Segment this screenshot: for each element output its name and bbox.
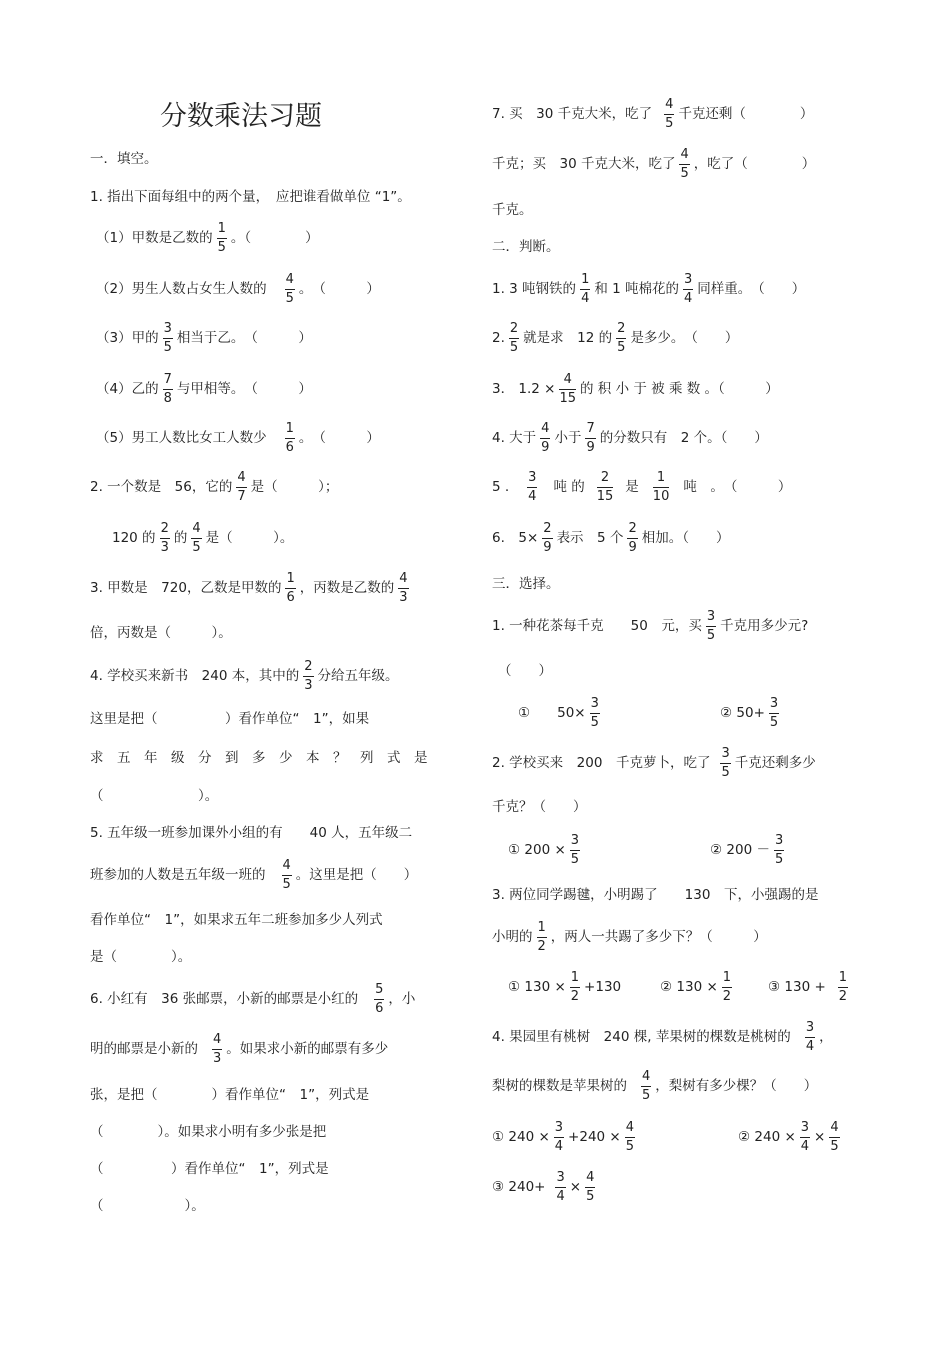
question-1-3: （3）甲的 $\frac{3}{5}$ 相当于乙。 （ ） [96,321,312,355]
fraction [570,971,580,1003]
fraction-denominator: 5 [590,714,599,730]
question-1-4: （4）乙的 $\frac{7}{8}$ 与甲相等。 （ ） [96,372,312,406]
fraction-denominator: 6 [285,439,294,455]
fraction-numerator: 3 [163,321,172,336]
fraction-denominator: 5 [509,339,519,355]
question-3: 3. 甲数是 720，乙数是甲数的 $\frac{1}{6}$ ，丙数是乙数的 $\frac{4}{3}$ [90,571,408,605]
fraction-numerator: 3 [590,696,599,711]
fraction-numerator: 1 [570,970,580,985]
fraction-denominator: 5 [721,764,730,780]
fraction [706,610,716,642]
fraction-numerator: 3 [556,1170,565,1185]
fraction-numerator: 7 [586,421,595,436]
fraction-numerator: 4 [830,1120,839,1135]
fraction-denominator: 5 [217,239,226,255]
fraction [805,1021,815,1053]
fraction [554,1121,564,1153]
fraction [627,522,637,554]
fraction-denominator: 7 [237,488,246,504]
fraction [555,1171,565,1203]
question-5-line2: 班参加的人数是五年级一班的 $\frac{4}{5}$ 。这里是把（ ） [90,858,418,892]
fraction-numerator: 2 [160,521,169,536]
fraction-numerator: 1 [286,571,295,586]
section-choice: 三．选择。 [492,576,560,592]
fraction-numerator: 4 [586,1170,595,1185]
judge-2: 2. $\frac{2}{5}$ 就是求 12 的 $\frac{2}{5}$ 是多少。 （ ） [492,321,739,355]
judge-4: 4. 大于 $\frac{4}{9}$ 小于 $\frac{7}{9}$ 的分数只有 2 个。（ ） [492,421,768,455]
fraction-denominator: 4 [805,1038,815,1054]
fraction-denominator: 9 [628,539,637,555]
fraction-denominator: 5 [680,165,689,181]
fraction-numerator: 1 [537,920,546,935]
choice-2-line2: 千克？（ ） [492,799,587,815]
fraction-numerator: 3 [774,833,784,848]
fraction-numerator: 3 [554,1120,564,1135]
fraction-denominator: 2 [537,938,546,954]
fraction [282,859,292,891]
fraction [774,834,784,866]
fraction-denominator: 4 [581,290,590,306]
judge-6: 6. 5× $\frac{2}{9}$ 表示 5 个 $\frac{2}{9}$ 相加。（ ） [492,521,730,555]
fraction-denominator: 4 [528,488,537,504]
choice-3-option-3: ③ 130 + $\frac{1}{2}$ [768,970,848,1004]
fraction-numerator: 4 [625,1120,635,1135]
fraction [374,983,384,1015]
fraction [590,697,600,729]
fraction-numerator: 1 [838,970,848,985]
fraction-denominator: 5 [706,627,716,643]
fraction-numerator: 4 [563,372,572,387]
question-2-part-b: 120 的 $\frac{2}{3}$ 的 $\frac{4}{5}$ 是（ ）。 [112,521,294,555]
choice-4-option-3: ③ 240+ $\frac{3}{4}$ × $\frac{4}{5}$ [492,1170,595,1204]
fraction-denominator: 9 [543,539,552,555]
fraction-denominator: 2 [838,988,848,1004]
fraction-denominator: 9 [541,439,550,455]
fraction [559,373,576,405]
fraction-denominator: 3 [213,1050,222,1066]
fraction-numerator: 2 [509,321,519,336]
fraction-denominator: 8 [163,390,172,406]
choice-1: 1. 一种花茶每千克 50 元，买 $\frac{3}{5}$ 千克用多少元? [492,609,809,643]
fraction [285,422,295,454]
fraction-denominator: 2 [570,988,580,1004]
fraction-numerator: 1 [581,272,590,287]
fraction-numerator: 3 [528,470,537,485]
fraction [537,921,547,953]
fraction [720,747,730,779]
fraction [597,471,614,503]
choice-3-line2: 小明的 $\frac{1}{2}$ ，两人一共踢了多少下？（ ） [492,920,767,954]
fraction-numerator: 3 [706,609,716,624]
fraction-denominator: 3 [304,677,313,693]
fraction [722,971,732,1003]
page-title: 分数乘法习题 [160,101,322,132]
question-5-line3: 看作单位“ 1”，如果求五年二班参加多少人列式 [90,912,383,928]
fraction [285,572,295,604]
fraction [527,471,537,503]
fraction-denominator: 3 [399,589,408,605]
fraction-denominator: 6 [375,1000,384,1016]
fraction-numerator: 4 [192,521,201,536]
question-6-line5: （ ）看作单位“ 1”，列式是 [90,1161,329,1177]
fraction [303,660,313,692]
question-1: 1. 指出下面每组中的两个量， 应把谁看做单位 “1”。 [90,189,411,205]
fraction-denominator: 5 [769,714,779,730]
question-1-2: （2）男生人数占女生人数的 $\frac{4}{5}$ 。 （ ） [96,272,380,306]
fraction [217,222,227,254]
fraction [540,422,550,454]
fraction [163,322,173,354]
question-6: 6. 小红有 36 张邮票，小新的邮票是小红的 $\frac{5}{6}$ ，小 [90,982,416,1016]
fraction [616,322,626,354]
fraction-denominator: 5 [617,339,626,355]
fraction-numerator: 1 [656,470,666,485]
fraction [625,1121,635,1153]
fraction-numerator: 4 [680,147,689,162]
choice-3-option-1: ① 130 × $\frac{1}{2}$ +130 [508,970,622,1004]
question-6-line3: 张，是把（ ）看作单位“ 1”，列式是 [90,1087,370,1103]
fraction-denominator: 2 [722,988,732,1004]
fraction-numerator: 4 [213,1032,222,1047]
judge-3: 3． 1.2 × $\frac{4}{15}$ 的 积 小 于 被 乘 数 。（ ） [492,372,779,406]
fraction [769,697,779,729]
fraction [664,98,674,130]
fraction-numerator: 2 [304,659,313,674]
fraction-numerator: 3 [805,1020,815,1035]
choice-3: 3. 两位同学踢毽，小明踢了 130 下，小强踢的是 [492,887,819,903]
choice-2-option-2: ② 200 － $\frac{3}{5}$ [710,833,784,867]
fraction-denominator: 5 [586,1188,595,1204]
fraction-numerator: 2 [617,321,626,336]
fraction [580,273,590,305]
fraction [683,273,693,305]
fraction-denominator: 9 [586,439,595,455]
fraction-numerator: 4 [285,272,294,287]
question-5: 5. 五年级一班参加课外小组的有 40 人，五年级二 [90,825,413,841]
fraction-denominator: 5 [774,851,784,867]
fraction [160,522,170,554]
choice-1-paren: （ ） [498,663,552,679]
fraction-numerator: 3 [684,272,693,287]
choice-2-option-1: ① 200 × $\frac{3}{5}$ [508,833,580,867]
fraction [641,1070,651,1102]
fraction-denominator: 4 [684,290,693,306]
fraction [829,1121,839,1153]
question-4-line4: （ ）。 [90,788,219,804]
question-1-1: （1）甲数是乙数的 $\frac{1}{5}$ 。（ ） [96,221,319,255]
question-4: 4. 学校买来新书 240 本，其中的 $\frac{2}{3}$ 分给五年级。 [90,659,399,693]
question-7-line2: 千克；买 30 千克大米，吃了 $\frac{4}{5}$ ，吃了（ ） [492,147,816,181]
fraction-numerator: 7 [163,372,172,387]
fraction-numerator: 3 [721,746,730,761]
fraction [236,471,246,503]
fraction-numerator: 1 [217,221,226,236]
judge-1: 1. 3 吨钢铁的 $\frac{1}{4}$ 和 1 吨棉花的 $\frac{3}{4}$ 同样重。 （ ） [492,272,806,306]
fraction-numerator: 1 [285,421,294,436]
question-6-line6: （ ）。 [90,1198,205,1214]
fraction [570,834,580,866]
fraction-numerator: 1 [722,970,732,985]
question-1-5: （5）男工人数比女工人数少 $\frac{1}{6}$ 。 （ ） [96,421,380,455]
fraction [398,572,408,604]
fraction [800,1121,810,1153]
question-2: 2. 一个数是 56，它的 $\frac{4}{7}$ 是（ ）； [90,470,339,504]
fraction-numerator: 2 [600,470,610,485]
fraction-denominator: 5 [642,1087,651,1103]
fraction [285,273,295,305]
fraction-numerator: 5 [375,982,384,997]
fraction-numerator: 2 [628,521,637,536]
fraction-denominator: 15 [596,488,614,504]
fraction [585,422,595,454]
fraction [585,1171,595,1203]
fraction-numerator: 4 [282,858,291,873]
choice-4-option-1: ① 240 × $\frac{3}{4}$ +240 × $\frac{4}{5}$ [492,1120,635,1154]
fraction-denominator: 15 [559,390,576,406]
question-7: 7. 买 30 千克大米，吃了 $\frac{4}{5}$ 千克还剩（ ） [492,97,814,131]
fraction-denominator: 4 [554,1138,564,1154]
fraction-numerator: 3 [769,696,779,711]
choice-1-option-2: ② 50+ $\frac{3}{5}$ [720,696,779,730]
fraction [163,373,173,405]
choice-2: 2. 学校买来 200 千克萝卜，吃了 $\frac{3}{5}$ 千克还剩多少 [492,746,816,780]
question-5-line4: 是（ ）。 [90,949,192,965]
fraction-numerator: 4 [642,1069,651,1084]
fraction [191,522,201,554]
fraction-denominator: 5 [192,539,201,555]
question-6-line4: （ ）。如果求小明有多少张是把 [90,1124,327,1140]
fraction-denominator: 4 [556,1188,565,1204]
choice-4-line2: 梨树的棵数是苹果树的 $\frac{4}{5}$ ，梨树有多少棵？（ ） [492,1069,818,1103]
fraction-numerator: 2 [543,521,552,536]
fraction-denominator: 5 [665,115,674,131]
fraction-numerator: 3 [570,833,580,848]
fraction-denominator: 5 [163,339,172,355]
fraction [653,471,670,503]
judge-5: 5 . $\frac{3}{4}$ 吨 的 $\frac{2}{15}$ 是 $\frac{1}{10}$ 吨 。 （ ） [492,470,792,504]
fraction-numerator: 4 [541,421,550,436]
fraction-denominator: 6 [286,589,295,605]
question-7-line3: 千克。 [492,202,533,218]
fraction [838,971,848,1003]
fraction-denominator: 10 [652,488,670,504]
fraction [509,322,519,354]
fraction-numerator: 4 [399,571,408,586]
fraction-denominator: 5 [570,851,580,867]
choice-4: 4. 果园里有桃树 240 棵, 苹果树的棵数是桃树的 $\frac{3}{4}$ ， [492,1020,833,1054]
choice-1-option-1: ① 50× $\frac{3}{5}$ [518,696,599,730]
section-judge: 二．判断。 [492,239,560,255]
choice-4-option-2: ② 240 × $\frac{3}{4}$ × $\frac{4}{5}$ [738,1120,839,1154]
fraction-denominator: 5 [625,1138,635,1154]
fraction [542,522,552,554]
fraction-numerator: 4 [665,97,674,112]
fraction-denominator: 4 [800,1138,810,1154]
choice-3-option-2: ② 130 × $\frac{1}{2}$ [660,970,732,1004]
fraction-denominator: 5 [285,290,294,306]
fraction [212,1033,222,1065]
fraction [679,148,689,180]
question-6-line2: 明的邮票是小新的 $\frac{4}{3}$ 。如果求小新的邮票有多少 [90,1032,389,1066]
fraction-denominator: 3 [160,539,169,555]
section-fill-blank: 一．填空。 [90,151,158,167]
fraction-denominator: 5 [282,876,291,892]
question-3-cont: 倍，丙数是（ ）。 [90,625,232,641]
fraction-denominator: 5 [830,1138,839,1154]
question-4-line2: 这里是把（ ）看作单位“ 1”，如果 [90,711,370,727]
question-4-line3: 求 五 年 级 分 到 多 少 本 ？ 列 式 是 [90,750,428,766]
fraction-numerator: 4 [237,470,246,485]
fraction-numerator: 3 [800,1120,810,1135]
